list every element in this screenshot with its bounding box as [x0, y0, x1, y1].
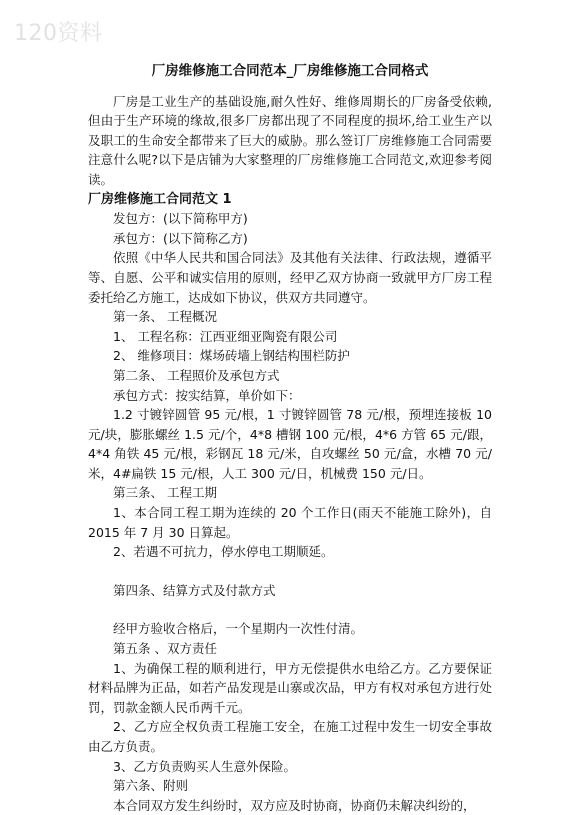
article-4-text: 经甲方验收合格后，一个星期内一次性付清。 [113, 621, 364, 637]
basis-paragraph: 依照《中华人民共和国合同法》及其他有关法律、行政法规，遵循平等、自愿、公平和诚实信用的原则，经甲乙双方协商一致就甲方厂房工程委托给乙方施工，达成如下协议，供双方共同遵守。 [88, 250, 492, 305]
party-b-line: 承包方：(以下简称乙方) [113, 230, 248, 246]
article-1-heading: 第一条、 工程概况 [113, 309, 217, 325]
article-1-item-1: 1、 工程名称：江西亚细亚陶瓷有限公司 [113, 328, 338, 344]
article-2-heading: 第二条、 工程照价及承包方式 [113, 367, 280, 383]
section-heading: 厂房维修施工合同范文 1 [88, 191, 232, 207]
article-3-item-2: 2、若遇不可抗力，停水停电工期顺延。 [113, 544, 334, 560]
spacer [88, 562, 492, 581]
spacer [88, 600, 492, 619]
article-3-item-1: 1、本合同工程工期为连续的 20 个工作日(雨天不能施工除外)，自 2015 年 7 月 30 日算起。 [88, 505, 492, 540]
intro-paragraph: 厂房是工业生产的基础设施,耐久性好、维修周期长的厂房备受依赖,但由于生产环境的缘故,很多厂房都出现了不同程度的损坏,给工业生产以及职工的生命安全都带来了巨大的威胁。那么签订厂房维修施工合同需要注意什么呢?以下是店铺为大家整理的厂房维修施工合同范文,欢迎参考阅读。 [88, 93, 492, 187]
document-title: 厂房维修施工合同范本_厂房维修施工合同格式 [151, 63, 429, 79]
article-1-item-2: 2、 维修项目：煤场砖墙上钢结构围栏防护 [113, 348, 350, 364]
watermark-logo: 120资料 [14, 21, 103, 46]
article-6-text: 本合同双方发生纠纷时，双方应及时协商，协商仍未解决纠纷的， [113, 797, 476, 813]
article-6-heading: 第六条、附则 [113, 778, 189, 794]
article-3-heading: 第三条、 工程工期 [113, 485, 217, 501]
article-5-item-3: 3、乙方负责购买人生意外保险。 [113, 758, 296, 774]
article-5-item-2: 2、乙方应全权负责工程施工安全，在施工过程中发生一切安全事故由乙方负责。 [88, 719, 492, 754]
document-body [88, 62, 492, 815]
party-a-line: 发包方：(以下简称甲方) [113, 211, 248, 227]
article-5-heading: 第五条 、双方责任 [113, 641, 217, 657]
price-list-paragraph: 1.2 寸镀锌圆管 95 元/根，1 寸镀锌圆管 78 元/根，预埋连接板 10 元/块，膨胀螺丝 1.5 元/个，4*8 槽钢 100 元/根，4*6 方管 65 元/跟，4*4 角铁 45 元/根，彩钢瓦 18 元/米，自攻螺丝 50 元/盒，水槽 70 元/米，4#扁铁 15 元/根，人工 300 元/日，机械费 150 元/日。 [88, 407, 492, 481]
contract-mode-line: 承包方式：按实结算，单价如下： [113, 387, 301, 403]
article-5-item-1: 1、为确保工程的顺利进行，甲方无偿提供水电给乙方。乙方要保证材料品牌为正品，如若产品发现是山寨或次品，甲方有权对承包方进行处罚，罚款金额人民币两千元。 [88, 660, 492, 715]
article-4-heading: 第四条、结算方式及付款方式 [113, 582, 276, 598]
